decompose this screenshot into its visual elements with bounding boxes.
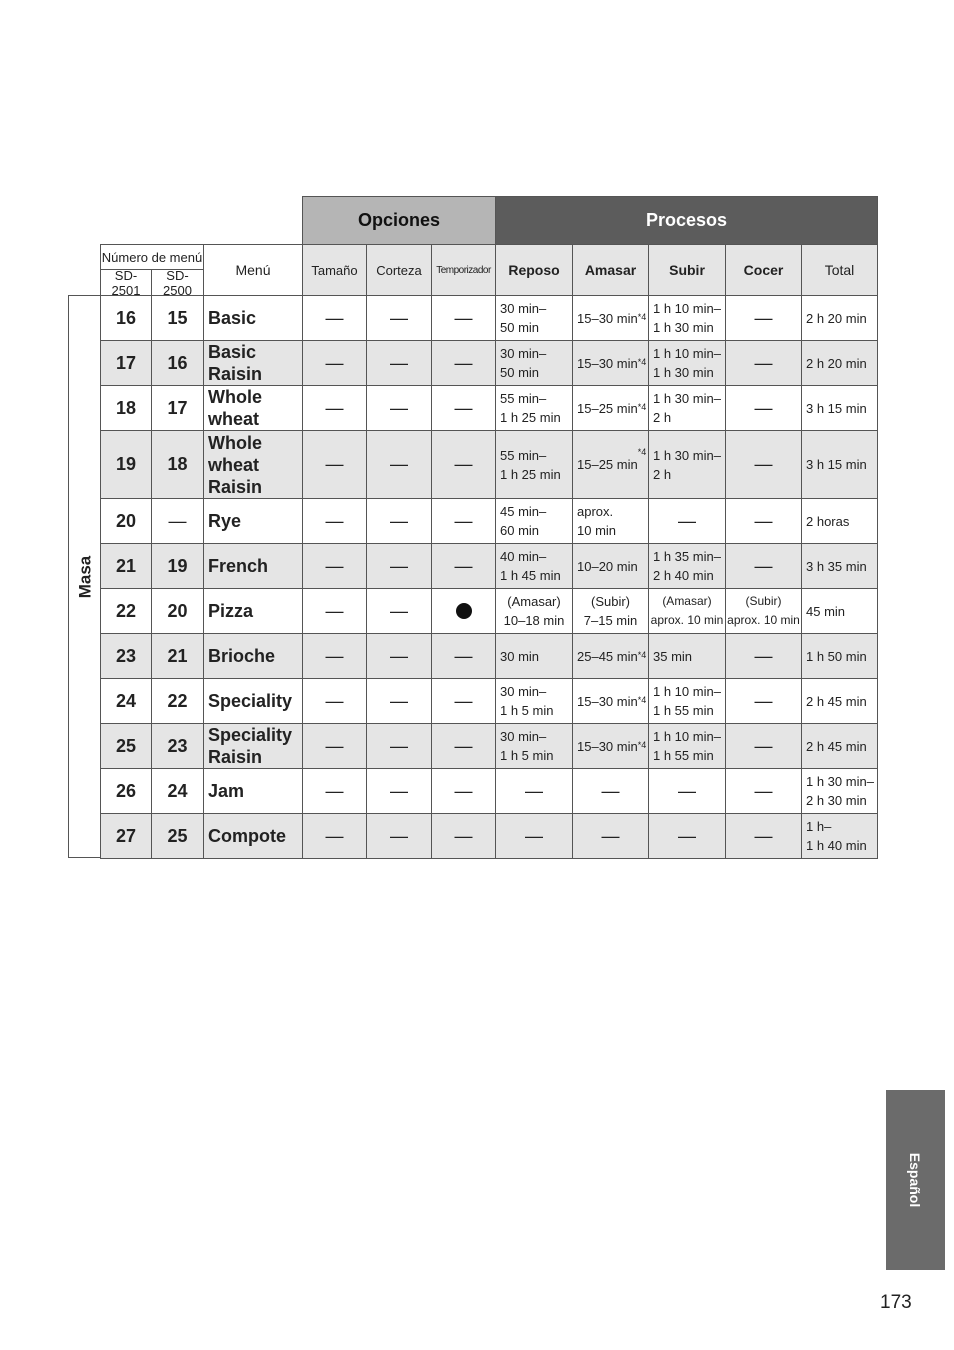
cell-text: — — [325, 825, 344, 846]
cell-coc — [725, 723, 802, 769]
cell-text: 2 h 20 min — [806, 355, 867, 371]
cell-text: — — [454, 780, 473, 801]
cell-menu — [203, 633, 303, 679]
cell-text: — — [390, 735, 408, 756]
cell-coc — [725, 498, 802, 544]
cell-tem — [431, 633, 496, 679]
cell-tem — [431, 813, 496, 859]
cell-cor — [366, 813, 432, 859]
footnote-marker: *4 — [637, 740, 647, 750]
cell-text: Basic Raisin — [208, 342, 263, 384]
cell-text: Brioche — [208, 646, 276, 666]
cell-menu — [203, 723, 303, 769]
cell-tot — [801, 678, 878, 724]
cell-text: — — [754, 825, 773, 846]
cell-text: Jam — [208, 781, 245, 801]
cell-coc — [725, 588, 802, 634]
header-total: Total — [801, 244, 878, 296]
cell-rep — [495, 295, 573, 341]
cell-text: 2 h 45 min — [806, 693, 867, 709]
cell-sub — [648, 430, 726, 499]
cell-text: 15–30 min — [577, 310, 638, 326]
cell-b — [151, 340, 204, 386]
header-subir: Subir — [648, 244, 726, 296]
cell-text: 30 min– 50 min — [500, 301, 547, 335]
cell-a — [100, 633, 152, 679]
cell-coc — [725, 385, 802, 431]
cell-text: 55 min– 1 h 25 min — [500, 391, 561, 425]
cell-text: — — [454, 352, 473, 373]
cell-cor — [366, 633, 432, 679]
cell-b — [151, 543, 204, 589]
cell-sub — [648, 633, 726, 679]
cell-sub — [648, 543, 726, 589]
cell-tot — [801, 813, 878, 859]
cell-text: — — [325, 454, 344, 474]
cell-sub — [648, 295, 726, 341]
cell-ama — [572, 340, 649, 386]
cell-a — [100, 385, 152, 431]
cell-rep — [495, 543, 573, 589]
cell-coc — [725, 768, 802, 814]
cell-b — [151, 768, 204, 814]
cell-text: — — [325, 510, 344, 531]
cell-text: — — [754, 510, 773, 531]
cell-text: 1 h– 1 h 40 min — [806, 819, 867, 853]
cell-cor — [366, 678, 432, 724]
cell-text: Speciality Raisin — [208, 725, 293, 767]
cell-menu — [203, 768, 303, 814]
cell-text: 22 — [167, 690, 188, 711]
cell-menu — [203, 813, 303, 859]
cell-text: 10–20 min — [577, 558, 638, 574]
cell-text: 16 — [167, 352, 188, 373]
cell-cor — [366, 768, 432, 814]
header-tamano: Tamaño — [302, 244, 367, 296]
cell-tam — [302, 340, 367, 386]
header-cocer: Cocer — [725, 244, 802, 296]
cell-cor — [366, 588, 432, 634]
cell-cor — [366, 723, 432, 769]
cell-text: Rye — [208, 511, 242, 531]
cell-tam — [302, 295, 367, 341]
cell-tot — [801, 723, 878, 769]
cell-text: — — [390, 397, 408, 418]
cell-text: 24 — [167, 780, 188, 801]
cell-menu — [203, 543, 303, 589]
cell-text: 24 — [115, 690, 137, 711]
cell-a — [100, 430, 152, 499]
cell-text: — — [454, 454, 473, 474]
cell-rep — [495, 498, 573, 544]
cell-text: 1 h 10 min– 1 h 55 min — [653, 729, 721, 763]
cell-sub — [648, 768, 726, 814]
cell-text: — — [325, 735, 344, 756]
cell-text: 15 — [167, 307, 188, 328]
cell-coc — [725, 543, 802, 589]
cell-text: 26 — [115, 780, 137, 801]
cell-text: French — [208, 556, 269, 576]
cell-ama — [572, 430, 649, 499]
cell-text: 25 — [115, 735, 137, 756]
cell-tem — [431, 588, 496, 634]
cell-tam — [302, 633, 367, 679]
cell-tem — [431, 498, 496, 544]
cell-ama — [572, 723, 649, 769]
cell-a — [100, 543, 152, 589]
cell-tot — [801, 385, 878, 431]
cell-text: — — [390, 690, 408, 711]
header-model-b: SD-2500 — [151, 269, 204, 296]
cell-ama — [572, 498, 649, 544]
cell-ama — [572, 295, 649, 341]
cell-text: — — [454, 397, 473, 418]
cell-ama — [572, 385, 649, 431]
cell-text: — — [325, 780, 344, 801]
cell-text: — — [390, 307, 408, 328]
cell-tot — [801, 295, 878, 341]
cell-ama — [572, 813, 649, 859]
cell-text: 1 h 30 min– 2 h — [653, 391, 721, 425]
cell-text: — — [454, 735, 473, 756]
cell-tam — [302, 385, 367, 431]
cell-text: Pizza — [208, 601, 254, 621]
header-temporizador: Temporizador — [431, 244, 496, 296]
cell-text: — — [390, 600, 408, 621]
cell-a — [100, 340, 152, 386]
cell-a — [100, 498, 152, 544]
cell-text: 40 min– 1 h 45 min — [500, 549, 561, 583]
cell-rep — [495, 430, 573, 499]
cell-sub — [648, 340, 726, 386]
cell-tam — [302, 813, 367, 859]
cell-cor — [366, 543, 432, 589]
cell-tam — [302, 543, 367, 589]
cell-rep — [495, 340, 573, 386]
cell-text: — — [325, 645, 344, 666]
cell-tem — [431, 295, 496, 341]
cell-text: 19 — [115, 454, 137, 474]
cell-text: 18 — [167, 454, 188, 474]
cell-tot — [801, 633, 878, 679]
cell-text: — — [525, 825, 543, 846]
page-number: 173 — [880, 1292, 912, 1313]
cell-tot — [801, 430, 878, 499]
cell-text: 20 — [115, 510, 137, 531]
cell-menu — [203, 498, 303, 544]
cell-ama — [572, 768, 649, 814]
cell-cor — [366, 498, 432, 544]
cell-tam — [302, 498, 367, 544]
cell-text: 15–30 min — [577, 693, 638, 709]
cell-text: — — [390, 454, 408, 474]
cell-rep — [495, 813, 573, 859]
cell-rep — [495, 678, 573, 724]
header-amasar: Amasar — [572, 244, 649, 296]
cell-text: 3 h 15 min — [806, 400, 867, 416]
cell-cor — [366, 340, 432, 386]
cell-text: aprox. 10 min — [577, 504, 617, 538]
cell-text: — — [390, 645, 408, 666]
cell-text: — — [754, 735, 773, 756]
cell-text: — — [754, 645, 773, 666]
cell-a — [100, 723, 152, 769]
cell-text: — — [754, 780, 773, 801]
cell-text: (Amasar) 10–18 min — [503, 594, 565, 628]
cell-text: 55 min– 1 h 25 min — [500, 447, 561, 482]
header-reposo: Reposo — [495, 244, 573, 296]
cell-coc — [725, 678, 802, 724]
section-label-masa — [68, 295, 101, 858]
footnote-marker: *4 — [637, 402, 647, 412]
cell-tem — [431, 340, 496, 386]
cell-menu — [203, 295, 303, 341]
cell-a — [100, 588, 152, 634]
cell-text: — — [754, 307, 773, 328]
cell-sub — [648, 588, 726, 634]
cell-a — [100, 295, 152, 341]
cell-text: — — [325, 600, 344, 621]
cell-text: — — [601, 780, 620, 801]
cell-b — [151, 385, 204, 431]
cell-tot — [801, 588, 878, 634]
cell-sub — [648, 498, 726, 544]
cell-b — [151, 813, 204, 859]
cell-b — [151, 678, 204, 724]
cell-text: — — [390, 352, 408, 373]
cell-text: Speciality — [208, 691, 293, 711]
cell-text: — — [390, 780, 408, 801]
cell-text: — — [678, 825, 696, 846]
cell-text: — — [454, 307, 473, 328]
cell-tem — [431, 385, 496, 431]
cell-rep — [495, 633, 573, 679]
cell-tem — [431, 543, 496, 589]
cell-text: Basic — [208, 308, 257, 328]
cell-b — [151, 430, 204, 499]
header-model-a: SD-2501 — [100, 269, 152, 296]
cell-tem — [431, 768, 496, 814]
cell-text: 23 — [115, 645, 137, 666]
cell-menu — [203, 588, 303, 634]
cell-text: 35 min — [653, 648, 693, 664]
cell-text: — — [754, 690, 773, 711]
cell-a — [100, 768, 152, 814]
cell-text: — — [754, 555, 773, 576]
cell-tam — [302, 430, 367, 499]
cell-a — [100, 678, 152, 724]
cell-text: — — [325, 352, 344, 373]
cell-tem — [431, 678, 496, 724]
cell-text: 1 h 30 min– 2 h 30 min — [806, 774, 874, 808]
cell-text: — — [454, 825, 473, 846]
cell-ama — [572, 633, 649, 679]
cell-ama — [572, 543, 649, 589]
cell-text: — — [454, 555, 473, 576]
cell-menu — [203, 678, 303, 724]
cell-cor — [366, 295, 432, 341]
cell-b — [151, 633, 204, 679]
cell-tot — [801, 498, 878, 544]
cell-rep — [495, 385, 573, 431]
cell-tam — [302, 768, 367, 814]
cell-text: 19 — [167, 555, 188, 576]
cell-tot — [801, 340, 878, 386]
cell-rep — [495, 768, 573, 814]
cell-text: 3 h 35 min — [806, 558, 867, 574]
cell-cor — [366, 385, 432, 431]
footnote-marker: *4 — [637, 357, 647, 367]
cell-sub — [648, 813, 726, 859]
footnote-marker: *4 — [637, 650, 647, 660]
header-numero-menu: Número de menú — [100, 244, 204, 270]
header-menu: Menú — [203, 244, 303, 296]
cell-text: 30 min– 1 h 5 min — [500, 684, 554, 718]
cell-text: 15–30 min — [577, 738, 638, 754]
bullet-icon — [456, 603, 472, 619]
cell-text: 1 h 10 min– 1 h 30 min — [653, 346, 721, 380]
cell-text: 27 — [115, 825, 137, 846]
cell-text: Whole wheat Raisin — [208, 432, 263, 497]
cell-cor — [366, 430, 432, 499]
cell-text: — — [754, 454, 773, 474]
cell-text: 1 h 10 min– 1 h 30 min — [653, 301, 721, 335]
cell-text: Whole wheat — [208, 387, 262, 429]
footnote-marker: *4 — [637, 695, 647, 705]
cell-text: — — [325, 555, 344, 576]
cell-text: 2 horas — [806, 513, 850, 529]
cell-text: (Subir) 7–15 min — [583, 594, 638, 628]
cell-tam — [302, 723, 367, 769]
cell-text: 3 h 15 min — [806, 457, 867, 472]
cell-menu — [203, 430, 303, 499]
footnote-marker: *4 — [637, 447, 647, 457]
header-corteza: Corteza — [366, 244, 432, 296]
cell-text: 15–25 min — [577, 457, 638, 472]
cell-text: 1 h 10 min– 1 h 55 min — [653, 684, 721, 718]
cell-text: 20 — [167, 600, 188, 621]
header-opciones: Opciones — [302, 196, 496, 245]
cell-text: — — [325, 690, 344, 711]
cell-tem — [431, 430, 496, 499]
cell-coc — [725, 340, 802, 386]
cell-coc — [725, 813, 802, 859]
cell-b — [151, 588, 204, 634]
cell-text: — — [454, 690, 473, 711]
cell-text: 15–25 min — [577, 400, 638, 416]
cell-menu — [203, 385, 303, 431]
cell-ama — [572, 588, 649, 634]
language-tab — [886, 1090, 945, 1270]
cell-menu — [203, 340, 303, 386]
cell-text: 1 h 30 min– 2 h — [653, 447, 721, 482]
cell-text: — — [325, 307, 344, 328]
cell-text: 25–45 min — [577, 648, 638, 664]
cell-text: 15–30 min — [577, 355, 638, 371]
cell-tam — [302, 678, 367, 724]
cell-text: 21 — [167, 645, 188, 666]
cell-tem — [431, 723, 496, 769]
cell-text: 45 min– 60 min — [500, 504, 547, 538]
cell-text: 23 — [167, 735, 188, 756]
cell-b — [151, 295, 204, 341]
cell-rep — [495, 723, 573, 769]
cell-text: 45 min — [806, 603, 846, 619]
cell-text: — — [390, 555, 408, 576]
cell-text: 18 — [115, 397, 137, 418]
cell-text: — — [754, 397, 773, 418]
cell-tot — [801, 768, 878, 814]
cell-text: 30 min– 50 min — [500, 346, 547, 380]
cell-text: 1 h 50 min — [806, 648, 867, 664]
cell-text: — — [601, 825, 620, 846]
language-tab-label: Español — [907, 1152, 924, 1208]
cell-ama — [572, 678, 649, 724]
cell-text: 30 min– 1 h 5 min — [500, 729, 554, 763]
cell-text: — — [525, 780, 543, 801]
cell-text: — — [678, 510, 696, 531]
cell-text: Compote — [208, 826, 286, 846]
cell-text: — — [390, 510, 408, 531]
cell-a — [100, 813, 152, 859]
cell-b — [151, 498, 204, 544]
cell-text: 22 — [115, 600, 137, 621]
cell-text: 16 — [115, 307, 137, 328]
cell-coc — [725, 295, 802, 341]
cell-text: — — [454, 645, 473, 666]
cell-tam — [302, 588, 367, 634]
cell-text: 1 h 35 min– 2 h 40 min — [653, 549, 721, 583]
cell-text: 2 h 20 min — [806, 310, 867, 326]
cell-b — [151, 723, 204, 769]
cell-text: — — [390, 825, 408, 846]
footnote-marker: *4 — [637, 312, 647, 322]
cell-text: 17 — [115, 352, 137, 373]
cell-text: (Subir) aprox. 10 min — [727, 594, 800, 627]
header-procesos: Procesos — [495, 196, 878, 245]
cell-text: 21 — [115, 555, 137, 576]
cell-sub — [648, 678, 726, 724]
cell-text: — — [454, 510, 473, 531]
cell-sub — [648, 723, 726, 769]
cell-text: 17 — [167, 397, 188, 418]
cell-text: (Amasar) aprox. 10 min — [650, 594, 724, 627]
section-label-text: Masa — [75, 555, 94, 598]
cell-coc — [725, 430, 802, 499]
cell-text: — — [754, 352, 773, 373]
cell-text: — — [168, 510, 187, 531]
cell-text: 25 — [167, 825, 188, 846]
cell-text: 30 min — [500, 648, 540, 664]
cell-sub — [648, 385, 726, 431]
cell-tot — [801, 543, 878, 589]
cell-coc — [725, 633, 802, 679]
cell-rep — [495, 588, 573, 634]
cell-text: — — [678, 780, 696, 801]
cell-text: 2 h 45 min — [806, 738, 867, 754]
cell-text: — — [325, 397, 344, 418]
